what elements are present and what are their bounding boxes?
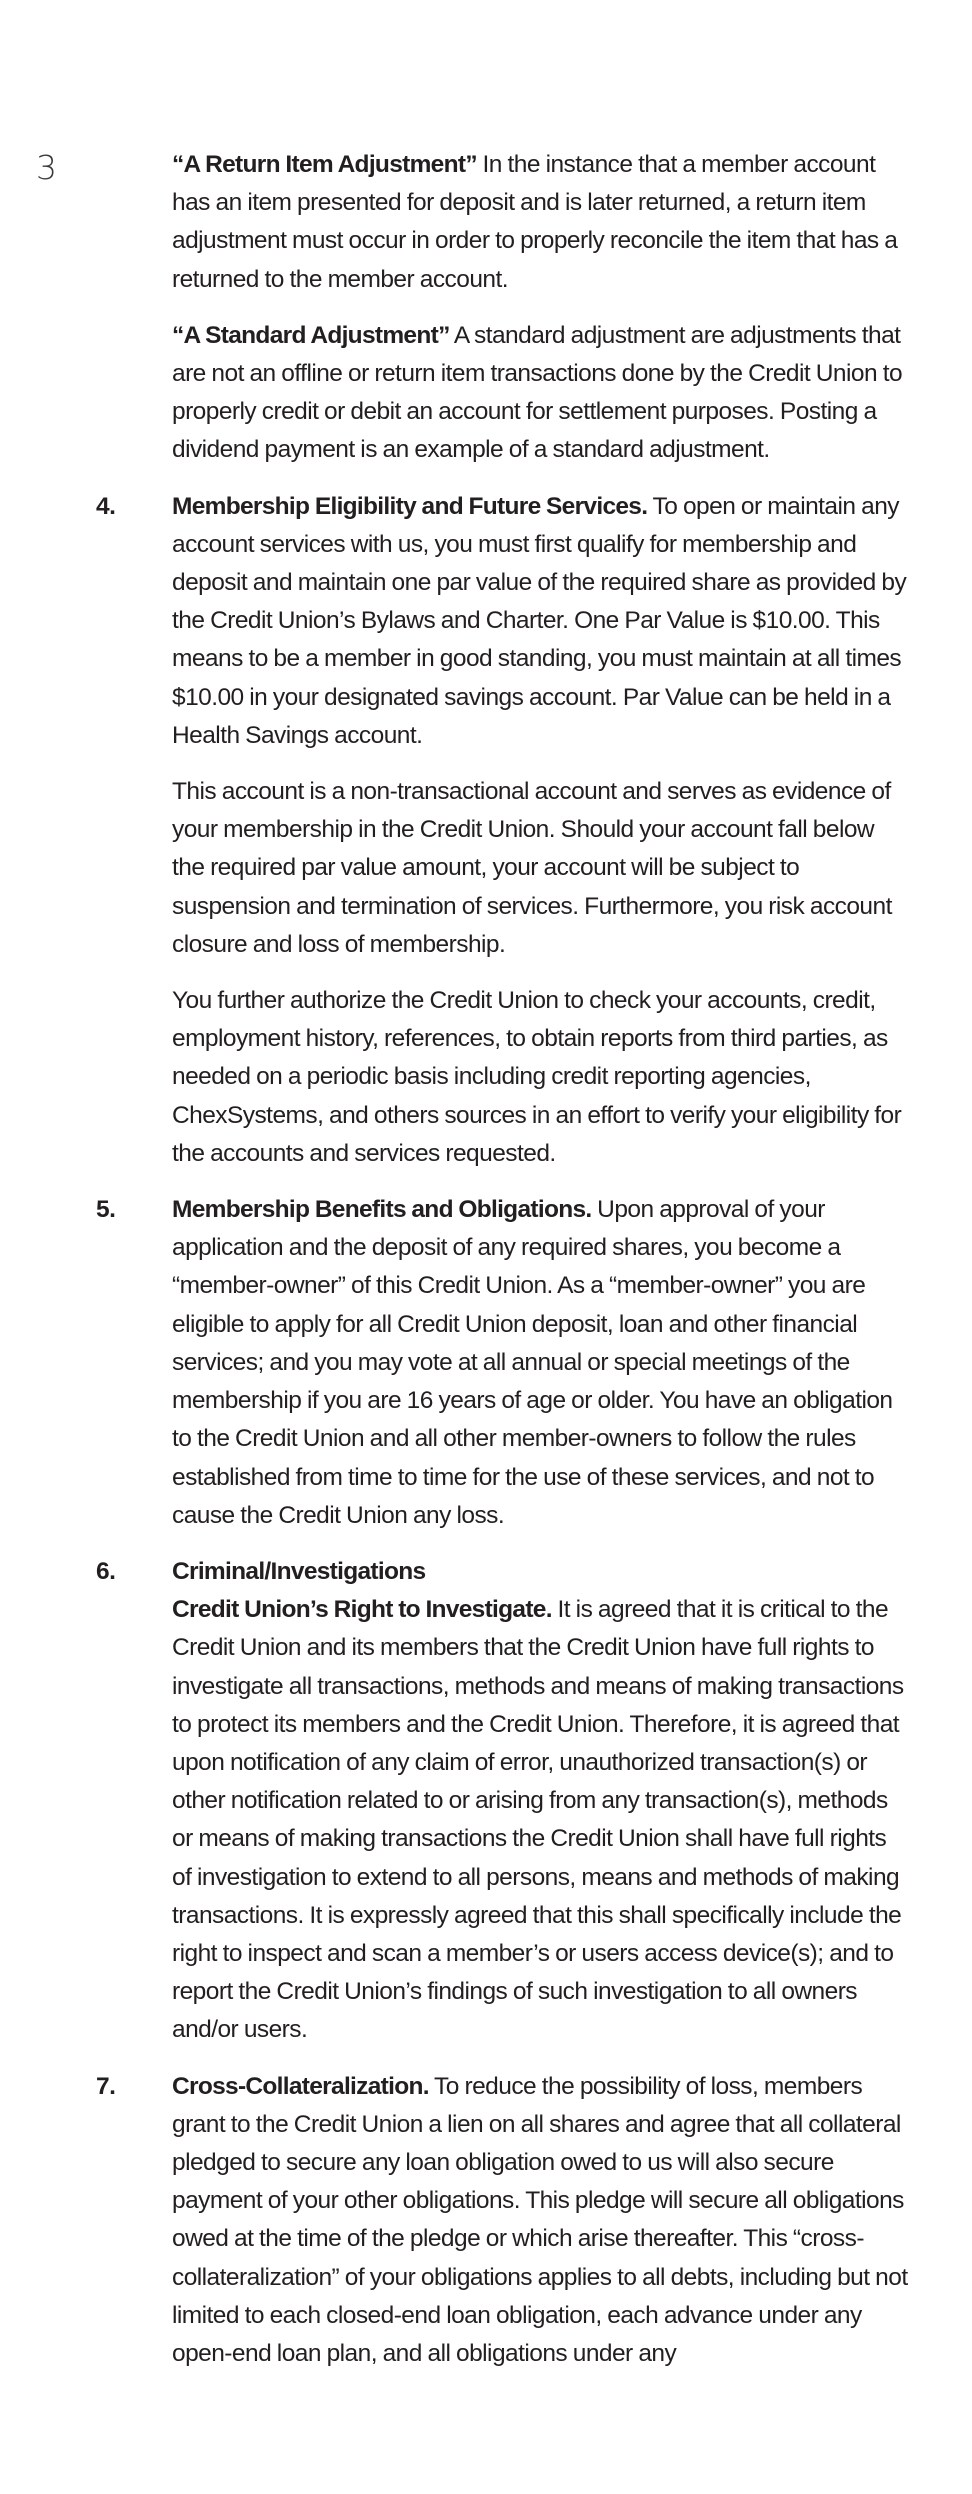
page-number: 3	[36, 148, 57, 187]
return-item-adjustment-paragraph	[96, 146, 908, 299]
section-4-paragraph-3	[96, 982, 908, 1173]
section-6-text: It is agreed that it is critical to the Credit Union and its members that the Credit Union have full rights to investigate all transactions, methods and means of making transactions to protect its members and the Credit Union. Therefore, it is agreed that upon notification of any claim of error, unauthorized transaction(s) or other notification related to or arising from any transaction(s), methods or means of making transactions the Credit Union shall have full rights of investigation to extend to all persons, means and methods of making transactions. It is expressly agreed that this shall specifically include the right to inspect and scan a member’s or users access device(s); and to report the Credit Union’s findings of such investigation to all owners and/or users.	[172, 1596, 904, 2044]
section-5-number: 5.	[96, 1196, 116, 1224]
section-7-paragraph	[96, 2068, 908, 2374]
section-4-title: Membership Eligibility and Future Services.	[172, 492, 648, 520]
standard-adjustment-title: “A Standard Adjustment”	[172, 321, 450, 349]
section-7-title: Cross-Collateralization.	[172, 2072, 429, 2100]
section-6-title: Credit Union’s Right to Investigate.	[172, 1596, 552, 1624]
section-6-number: 6.	[96, 1557, 116, 1585]
section-6-paragraph	[96, 1553, 908, 2050]
return-item-adjustment-title: “A Return Item Adjustment”	[172, 151, 477, 178]
section-5-paragraph	[96, 1191, 908, 1535]
section-7-number: 7.	[96, 2072, 116, 2100]
section-4-text-3: You further authorize the Credit Union to check your accounts, credit, employment history, references, to obtain reports from third parties, as needed on a periodic basis including credit reporting agencies, ChexSystems, and others sources in an effort to verify your eligibility for the accounts and services requested.	[172, 987, 902, 1167]
standard-adjustment-paragraph	[96, 317, 908, 470]
section-5-text: Upon approval of your application and the deposit of any required shares, you become a “member-owner” of this Credit Union. As a “member-owner” you are eligible to apply for all Credit Union deposit, loan and other financial services; and you may vote at all annual or special meetings of the membership if you are 16 years of age or older. You have an obligation to the Credit Union and all other member-owners to follow the rules established from time to time for the use of these services, and not to cause the Credit Union any loss.	[172, 1196, 893, 1529]
section-4-number: 4.	[96, 492, 116, 520]
section-4-text-2: This account is a non-transactional account and serves as evidence of your membership in the Credit Union. Should your account fall below the required par value amount, your account will be subject to suspension and termination of services. Furthermore, you risk account closure and loss of membership.	[172, 778, 892, 958]
section-4-text-1: To open or maintain any account services with us, you must first qualify for membership and deposit and maintain one par value of the required share as provided by the Credit Union’s Bylaws and Charter. One Par Value is $10.00. This means to be a member in good standing, you must maintain at all times $10.00 in your designated savings account. Par Value can be held in a Health Savings account.	[172, 492, 907, 749]
section-6-heading: Criminal/Investigations	[172, 1557, 426, 1585]
document-body	[96, 146, 908, 2391]
section-4-paragraph-1	[96, 488, 908, 755]
section-7-text: To reduce the possibility of loss, members grant to the Credit Union a lien on all shares and agree that all collateral pledged to secure any loan obligation owed to us will also secure payment of your other obligations. This pledge will secure all obligations owed at the time of the pledge or which arise thereafter. This “cross-collateralization” of your obligations applies to all debts, including but not limited to each closed-end loan obligation, each advance under any open-end loan plan, and all obligations under any	[172, 2072, 908, 2367]
section-5-title: Membership Benefits and Obligations.	[172, 1196, 592, 1224]
return-item-adjustment-text: In the instance that a member account has an item presented for deposit and is later returned, a return item adjustment must occur in order to properly reconcile the item that has a returned to the member account.	[172, 151, 898, 293]
section-4-paragraph-2	[96, 773, 908, 964]
standard-adjustment-text: A standard adjustment are adjustments that are not an offline or return item transactions done by the Credit Union to properly credit or debit an account for settlement purposes. Posting a dividend payment is an example of a standard adjustment.	[172, 321, 903, 464]
